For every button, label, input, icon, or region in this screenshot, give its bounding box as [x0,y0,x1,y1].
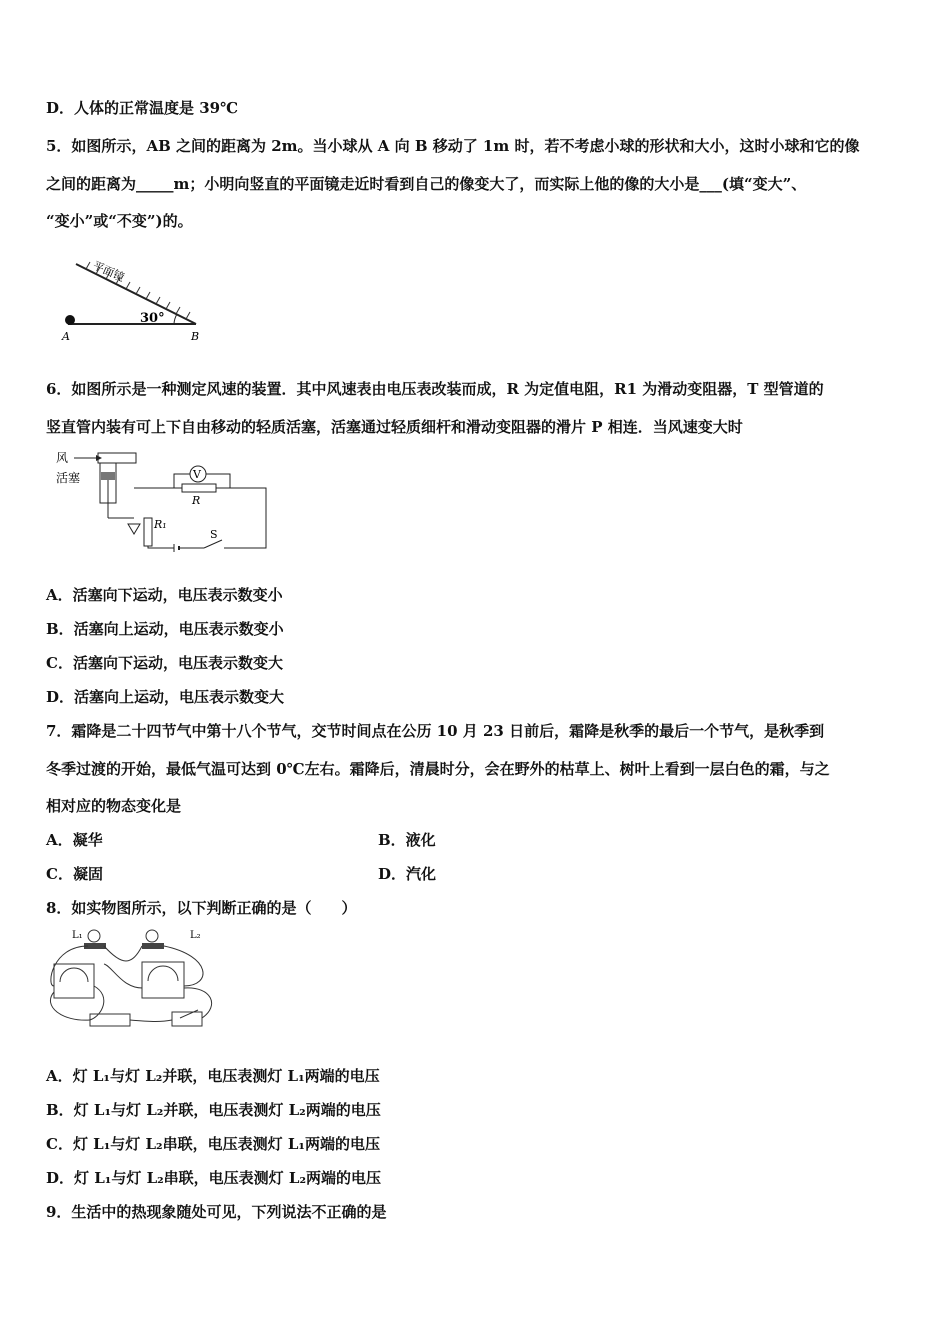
piston [101,472,115,480]
q6-option-a: A．活塞向下运动，电压表示数变小 [46,586,283,604]
switch-base [172,1012,202,1026]
q8-option-b: B．灯 L₁与灯 L₂并联，电压表测灯 L₂两端的电压 [46,1101,381,1119]
wind-label: 风 [56,451,69,465]
q6-stem-line1: 6．如图所示是一种测定风速的装置．其中风速表由电压表改装而成，R 为定值电阻，R1 为滑动变阻器，T 型管道的 [46,380,824,398]
q7-option-b: B．液化 [378,831,436,849]
point-a-label: A [62,330,70,343]
q6-option-c: C．活塞向下运动，电压表示数变大 [46,654,283,672]
ball [65,315,75,325]
point-b-label: B [191,330,200,343]
q6-circuit-figure [54,448,274,556]
rheostat-r1 [144,518,152,546]
switch [204,540,222,548]
lamp-l2 [146,930,158,942]
q5-stem-line3: “变小”或“不变”)的。 [46,212,193,230]
slider-p [128,524,140,534]
angle-arc [174,314,177,324]
q7-stem-line1: 7．霜降是二十四节气中第十八个节气，交节时间点在公历 10 月 23 日前后，霜降是秋季的最后一个节气，是秋季到 [46,722,825,740]
t-pipe-horizontal [98,453,136,463]
r1-label: R₁ [154,518,167,531]
resistor-r [182,484,216,492]
angle-label: 30° [140,311,165,326]
l1-label: L₁ [72,930,83,941]
l2-label: L₂ [190,930,201,941]
q7-option-d: D．汽化 [378,865,437,883]
switch-label: S [210,528,218,541]
q5-stem-line1: 5．如图所示，AB 之间的距离为 2m。当小球从 A 向 B 移动了 1m 时，若不考虑小球的形状和大小，这时小球和它的像 [46,137,860,155]
q8-option-a: A．灯 L₁与灯 L₂并联，电压表测灯 L₁两端的电压 [46,1067,380,1085]
q8-option-d: D．灯 L₁与灯 L₂串联，电压表测灯 L₂两端的电压 [46,1169,382,1187]
lamp-l1 [88,930,100,942]
q8-option-c: C．灯 L₁与灯 L₂串联，电压表测灯 L₁两端的电压 [46,1135,380,1153]
q6-stem-line2: 竖直管内装有可上下自由移动的轻质活塞，活塞通过轻质细杆和滑动变阻器的滑片 P 相连．当风速变大时 [46,418,743,436]
q8-circuit-figure [42,926,222,1034]
q9-stem: 9．生活中的热现象随处可见，下列说法不正确的是 [46,1203,387,1221]
switch-lever [180,1010,198,1018]
mirror-label: 平面镜 [90,258,127,285]
piston-label: 活塞 [56,471,81,485]
q7-stem-line2: 冬季过渡的开始，最低气温可达到 0℃左右。霜降后，清晨时分，会在野外的枯草上、树叶上看到一层白色的霜，与之 [46,760,830,778]
q5-mirror-figure [56,252,216,344]
q7-option-c: C．凝固 [46,865,103,883]
battery-pack [90,1014,130,1026]
q7-stem-line3: 相对应的物态变化是 [46,797,182,815]
q6-option-d: D．活塞向上运动，电压表示数变大 [46,688,285,706]
r-label: R [192,494,201,507]
q7-option-a: A．凝华 [46,831,103,849]
q4-option-d: D．人体的正常温度是 39℃ [46,99,239,117]
q8-stem: 8．如实物图所示，以下判断正确的是（ ） [46,899,357,917]
q5-stem-line2: 之间的距离为_____m；小明向竖直的平面镜走近时看到自己的像变大了，而实际上他的像的大小是___(填“变大”、 [46,175,807,193]
voltmeter-label: V [193,468,201,481]
q6-option-b: B．活塞向上运动，电压表示数变小 [46,620,284,638]
